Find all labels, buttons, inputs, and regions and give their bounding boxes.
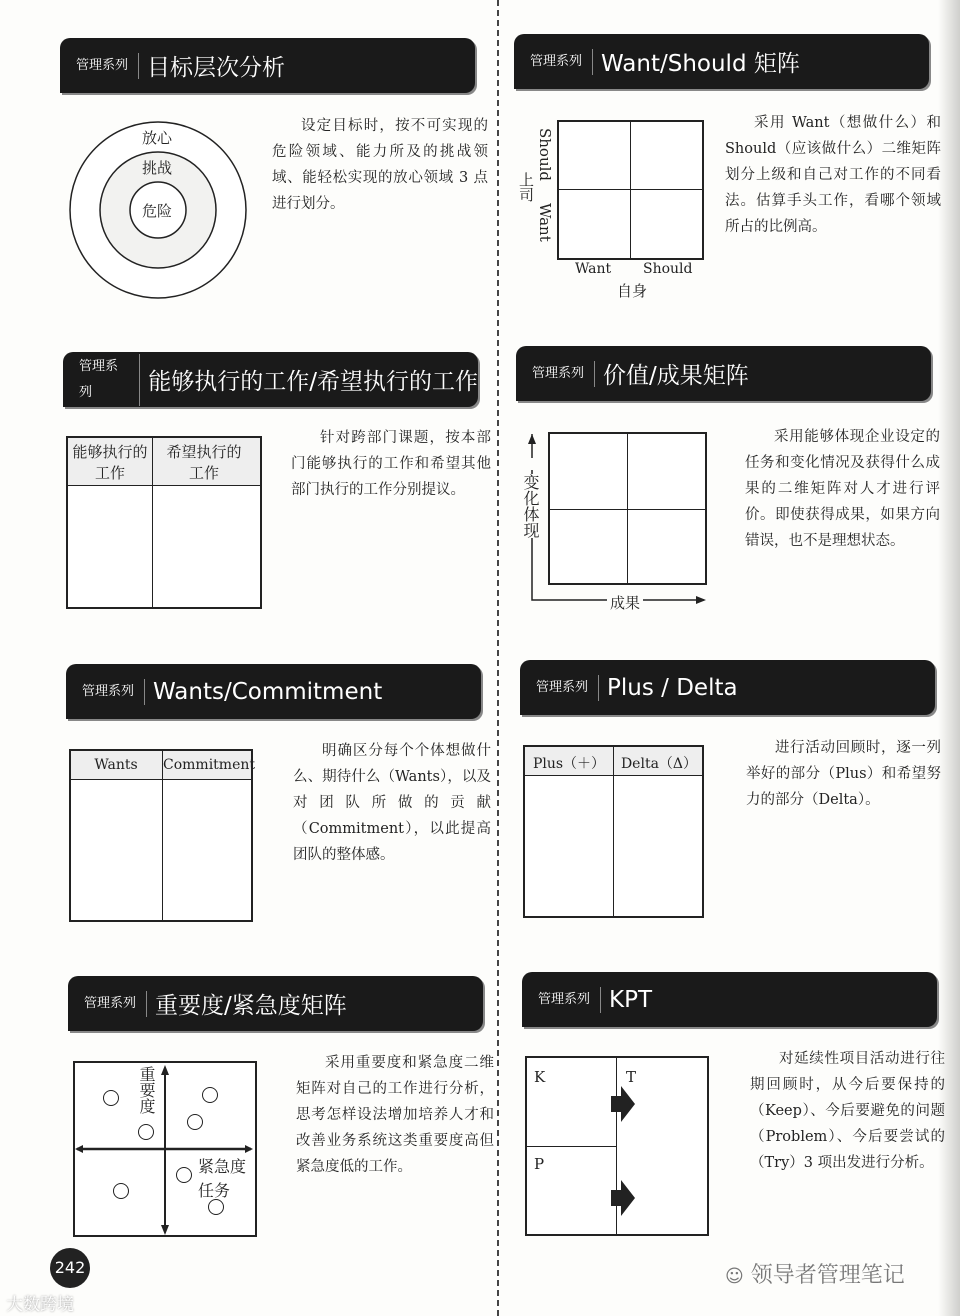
- section-description: 进行活动回顾时，逐一列举好的部分（Plus）和希望努力的部分（Delta）。: [746, 740, 941, 808]
- column-header: Commitment: [163, 757, 255, 773]
- section-title: 能够执行的工作/希望执行的工作: [148, 369, 478, 395]
- section-title: Want/Should 矩阵: [601, 51, 800, 77]
- ring-label-safe: 放心: [142, 129, 173, 147]
- x-left-label: Want: [575, 261, 612, 277]
- keep-label: K: [534, 1068, 546, 1086]
- x-axis-label: 成果: [607, 592, 643, 613]
- series-label: 管理系列: [68, 991, 147, 1017]
- section-description: 采用 Want（想做什么）和 Should（应该做什么）二维矩阵划分上级和自己对工作的不同看法。估算手头工作，看哪个领域所占的比例高。: [725, 115, 941, 235]
- column-header: Plus（＋）: [532, 756, 606, 772]
- watermark-right: ☺ 领导者管理笔记: [725, 1263, 905, 1288]
- section-description: 设定目标时，按不可实现的危险领域、能力所及的挑战领域、能轻松实现的放心领域 3 点进行划分。: [272, 118, 488, 212]
- section-title: KPT: [609, 986, 653, 1013]
- two-column-table: [69, 749, 253, 922]
- series-label: 管理系列: [522, 987, 601, 1013]
- y-top-label: Should: [536, 128, 554, 182]
- series-label: 管理系列: [60, 53, 139, 79]
- column-header: 希望执行的工作: [166, 443, 242, 482]
- ring-label-danger: 危险: [142, 202, 173, 220]
- matrix-axes: [73, 1061, 257, 1237]
- section-title-bar: [516, 346, 931, 401]
- series-label: 管理系列: [520, 675, 599, 701]
- page-divider: [497, 0, 499, 1316]
- want-should-matrix: [557, 120, 704, 260]
- two-column-table: [523, 745, 704, 918]
- watermark-text: 大数跨境: [6, 1295, 74, 1315]
- section-title: 目标层次分析: [147, 55, 286, 81]
- series-label: 管理系列: [63, 354, 140, 406]
- y-axis-label: 变化体现: [521, 474, 540, 538]
- y-axis-label: 上司: [517, 172, 535, 202]
- section-title-bar: [63, 352, 478, 407]
- task-label: 任务: [198, 1181, 231, 1200]
- ring-label-challenge: 挑战: [142, 159, 173, 177]
- section-description: 采用重要度和紧急度二维矩阵对自己的工作进行分析，思考怎样设法增加培养人才和改善业务系统这类重要度高但紧急度低的工作。: [296, 1055, 494, 1175]
- section-title: Plus / Delta: [607, 674, 738, 701]
- section-title-bar: [68, 976, 483, 1031]
- x-axis-label: 紧急度: [198, 1157, 247, 1176]
- task-circle: [202, 1087, 218, 1103]
- series-label: 管理系列: [514, 49, 593, 75]
- section-title: 重要度/紧急度矩阵: [155, 993, 347, 1019]
- task-circle: [176, 1167, 192, 1183]
- two-column-table: [66, 436, 262, 609]
- section-title: 价值/成果矩阵: [603, 363, 749, 389]
- axis-arrows: [524, 430, 714, 605]
- column-header: Delta（Δ）: [620, 756, 698, 772]
- try-label: T: [626, 1068, 637, 1086]
- column-header: Wants: [94, 757, 138, 773]
- task-circle: [138, 1124, 154, 1140]
- problem-label: P: [534, 1155, 545, 1173]
- section-title-bar: [514, 34, 929, 89]
- section-description: 采用能够体现企业设定的任务和变化情况及获得什么成果的二维矩阵对人才进行评价。即使获得成果，如果方向错误，也不是理想状态。: [745, 429, 940, 549]
- x-right-label: Should: [643, 261, 693, 277]
- task-circle: [103, 1090, 119, 1106]
- kpt-board: [525, 1056, 709, 1236]
- arrow-icons: [609, 1084, 639, 1224]
- section-title-bar: [60, 38, 475, 93]
- y-axis-label: 重要度: [137, 1066, 156, 1114]
- section-description: 明确区分每个个体想做什么、期待什么（Wants），以及对团队所做的贡献（Commitment），以此提高团队的整体感。: [293, 743, 491, 863]
- task-circle: [208, 1199, 224, 1215]
- section-title-bar: [66, 664, 481, 719]
- section-title: Wants/Commitment: [153, 678, 383, 705]
- x-axis-label: 自身: [617, 282, 648, 300]
- section-description: 针对跨部门课题，按本部门能够执行的工作和希望其他部门执行的工作分别提议。: [291, 430, 491, 498]
- task-circle: [113, 1183, 129, 1199]
- section-title-bar: [520, 660, 935, 715]
- section-title-bar: [522, 972, 937, 1027]
- series-label: 管理系列: [516, 361, 595, 387]
- column-header: 能够执行的工作: [72, 443, 148, 482]
- series-label: 管理系列: [66, 679, 145, 705]
- section-description: 对延续性项目活动进行往期回顾时，从今后要保持的（Keep）、今后要避免的问题（Problem）、今后要尝试的（Try）3 项出发进行分析。: [750, 1051, 945, 1171]
- y-bottom-label: Want: [536, 203, 554, 242]
- watermark-text: 领导者管理笔记: [750, 1263, 905, 1288]
- task-circle: [187, 1114, 203, 1130]
- watermark-left: [6, 1290, 74, 1315]
- page-number: 242: [50, 1248, 90, 1288]
